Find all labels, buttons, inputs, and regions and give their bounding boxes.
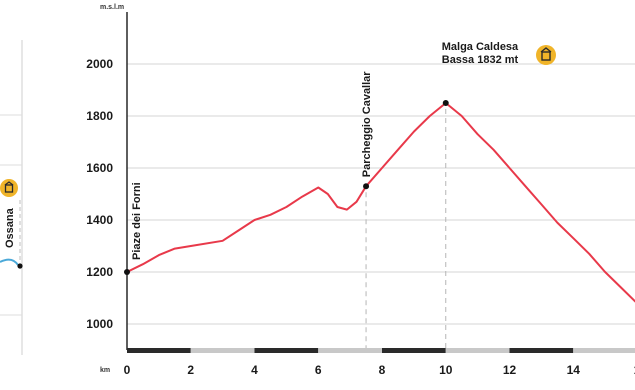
x-tick-label: 2 bbox=[187, 363, 195, 377]
marker-lines bbox=[366, 109, 446, 348]
y-tick-label: 2000 bbox=[86, 57, 113, 71]
scale-bar-segment bbox=[573, 348, 635, 353]
scale-bar-segment bbox=[382, 348, 446, 353]
scale-bar-segment bbox=[255, 348, 319, 353]
y-tick-label: 1200 bbox=[86, 265, 113, 279]
x-tick-label: 12 bbox=[502, 363, 517, 377]
x-tick-label: 4 bbox=[251, 363, 258, 377]
waypoint-dot bbox=[124, 269, 130, 275]
scale-bar-segment bbox=[446, 348, 510, 353]
x-axis-unit: km bbox=[100, 367, 111, 374]
x-tick-label: 0 bbox=[123, 363, 131, 377]
scale-bar-segment bbox=[510, 348, 574, 353]
y-axis-unit: m.s.l.m bbox=[100, 4, 125, 11]
x-tick-label: 8 bbox=[378, 363, 386, 377]
left-inset-panel bbox=[0, 40, 23, 355]
inset-point bbox=[17, 263, 22, 268]
y-tick-label: 1600 bbox=[86, 161, 113, 175]
inset-hut-icon bbox=[0, 179, 18, 197]
y-tick-label: 1000 bbox=[86, 317, 113, 331]
x-tick-label: 14 bbox=[566, 363, 580, 377]
elevation-profile-line bbox=[127, 103, 635, 303]
summit-label-line2: Bassa 1832 mt bbox=[441, 54, 519, 66]
inset-profile-line bbox=[0, 260, 18, 265]
inset-location-label: Ossana bbox=[4, 208, 16, 248]
main-chart bbox=[86, 4, 635, 377]
x-tick-label: 6 bbox=[314, 363, 322, 377]
y-tick-labels bbox=[86, 57, 113, 331]
y-tick-label: 1400 bbox=[86, 213, 113, 227]
waypoint-dot bbox=[443, 100, 449, 106]
scale-bar-segment bbox=[127, 348, 191, 353]
grid-lines bbox=[127, 64, 635, 324]
y-tick-label: 1800 bbox=[86, 109, 113, 123]
start-point-label: Piaze dei Forni bbox=[131, 182, 143, 260]
parking-label: Parcheggio Cavallar bbox=[361, 71, 374, 178]
scale-bar-segment bbox=[318, 348, 382, 353]
annotations bbox=[131, 41, 556, 260]
x-tick-label: 10 bbox=[439, 363, 453, 377]
x-tick-labels bbox=[124, 363, 635, 377]
scale-bar-segment bbox=[191, 348, 255, 353]
hut-icon bbox=[536, 45, 556, 65]
summit-label-line1: Malga Caldesa bbox=[441, 41, 519, 53]
distance-scale-bar bbox=[127, 348, 635, 353]
waypoint-dot bbox=[363, 183, 369, 189]
